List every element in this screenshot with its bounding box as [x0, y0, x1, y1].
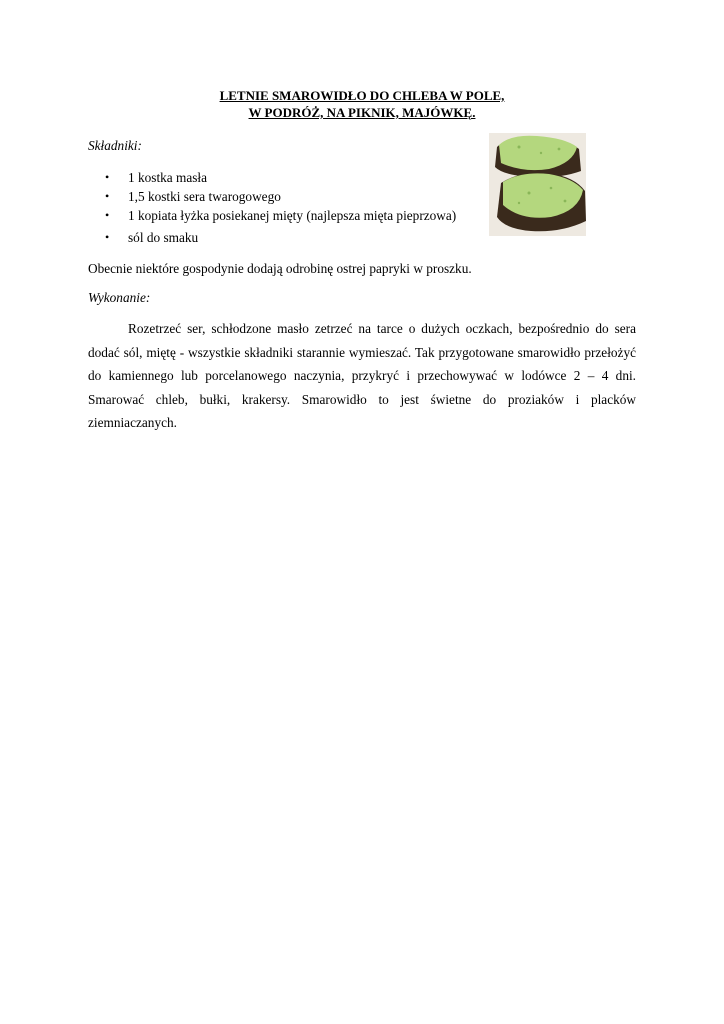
recipe-title [88, 87, 636, 121]
ingredient-text: 1 kopiata łyżka posiekanej mięty (najlepsza mięta pieprzowa) [128, 208, 457, 223]
list-item [88, 187, 456, 206]
bullet-icon: • [105, 208, 110, 222]
ingredient-text: sól do smaku [128, 230, 199, 245]
recipe-photo [489, 133, 586, 236]
list-item [88, 228, 456, 247]
title-line-2: W PODRÓŻ, NA PIKNIK, MAJÓWKĘ. [248, 105, 476, 120]
ingredient-text: 1 kostka masła [128, 170, 208, 185]
note-paragraph: Obecnie niektóre gospodynie dodają odrobinę ostrej papryki w proszku. [88, 261, 472, 276]
title-line-1: LETNIE SMAROWIDŁO DO CHLEBA W POLE, [219, 88, 505, 103]
ingredients-heading: Składniki: [88, 138, 142, 153]
ingredient-text: 1,5 kostki sera twarogowego [128, 189, 281, 204]
bullet-icon: • [105, 189, 110, 203]
bullet-icon: • [105, 230, 110, 244]
list-item [88, 168, 456, 187]
ingredients-list [88, 168, 456, 247]
bread-spread-image [489, 133, 586, 236]
method-paragraph: Rozetrzeć ser, schłodzone masło zetrzeć na tarce o dużych oczkach, bezpośrednio do sera dodać sól, miętę - wszystkie składniki starannie wymieszać. Tak przygotowane smarowidło przełożyć do kamiennego lub porcelanowego naczynia, przykryć i przechowywać w lodówce 2 – 4 dni. Smarować chleb, bułki, krakersy. Smarowidło to jest świetne do proziaków i placków ziemniaczanych. [88, 321, 636, 430]
bullet-icon: • [105, 170, 110, 184]
list-item [88, 206, 456, 225]
method-heading: Wykonanie: [88, 290, 151, 305]
